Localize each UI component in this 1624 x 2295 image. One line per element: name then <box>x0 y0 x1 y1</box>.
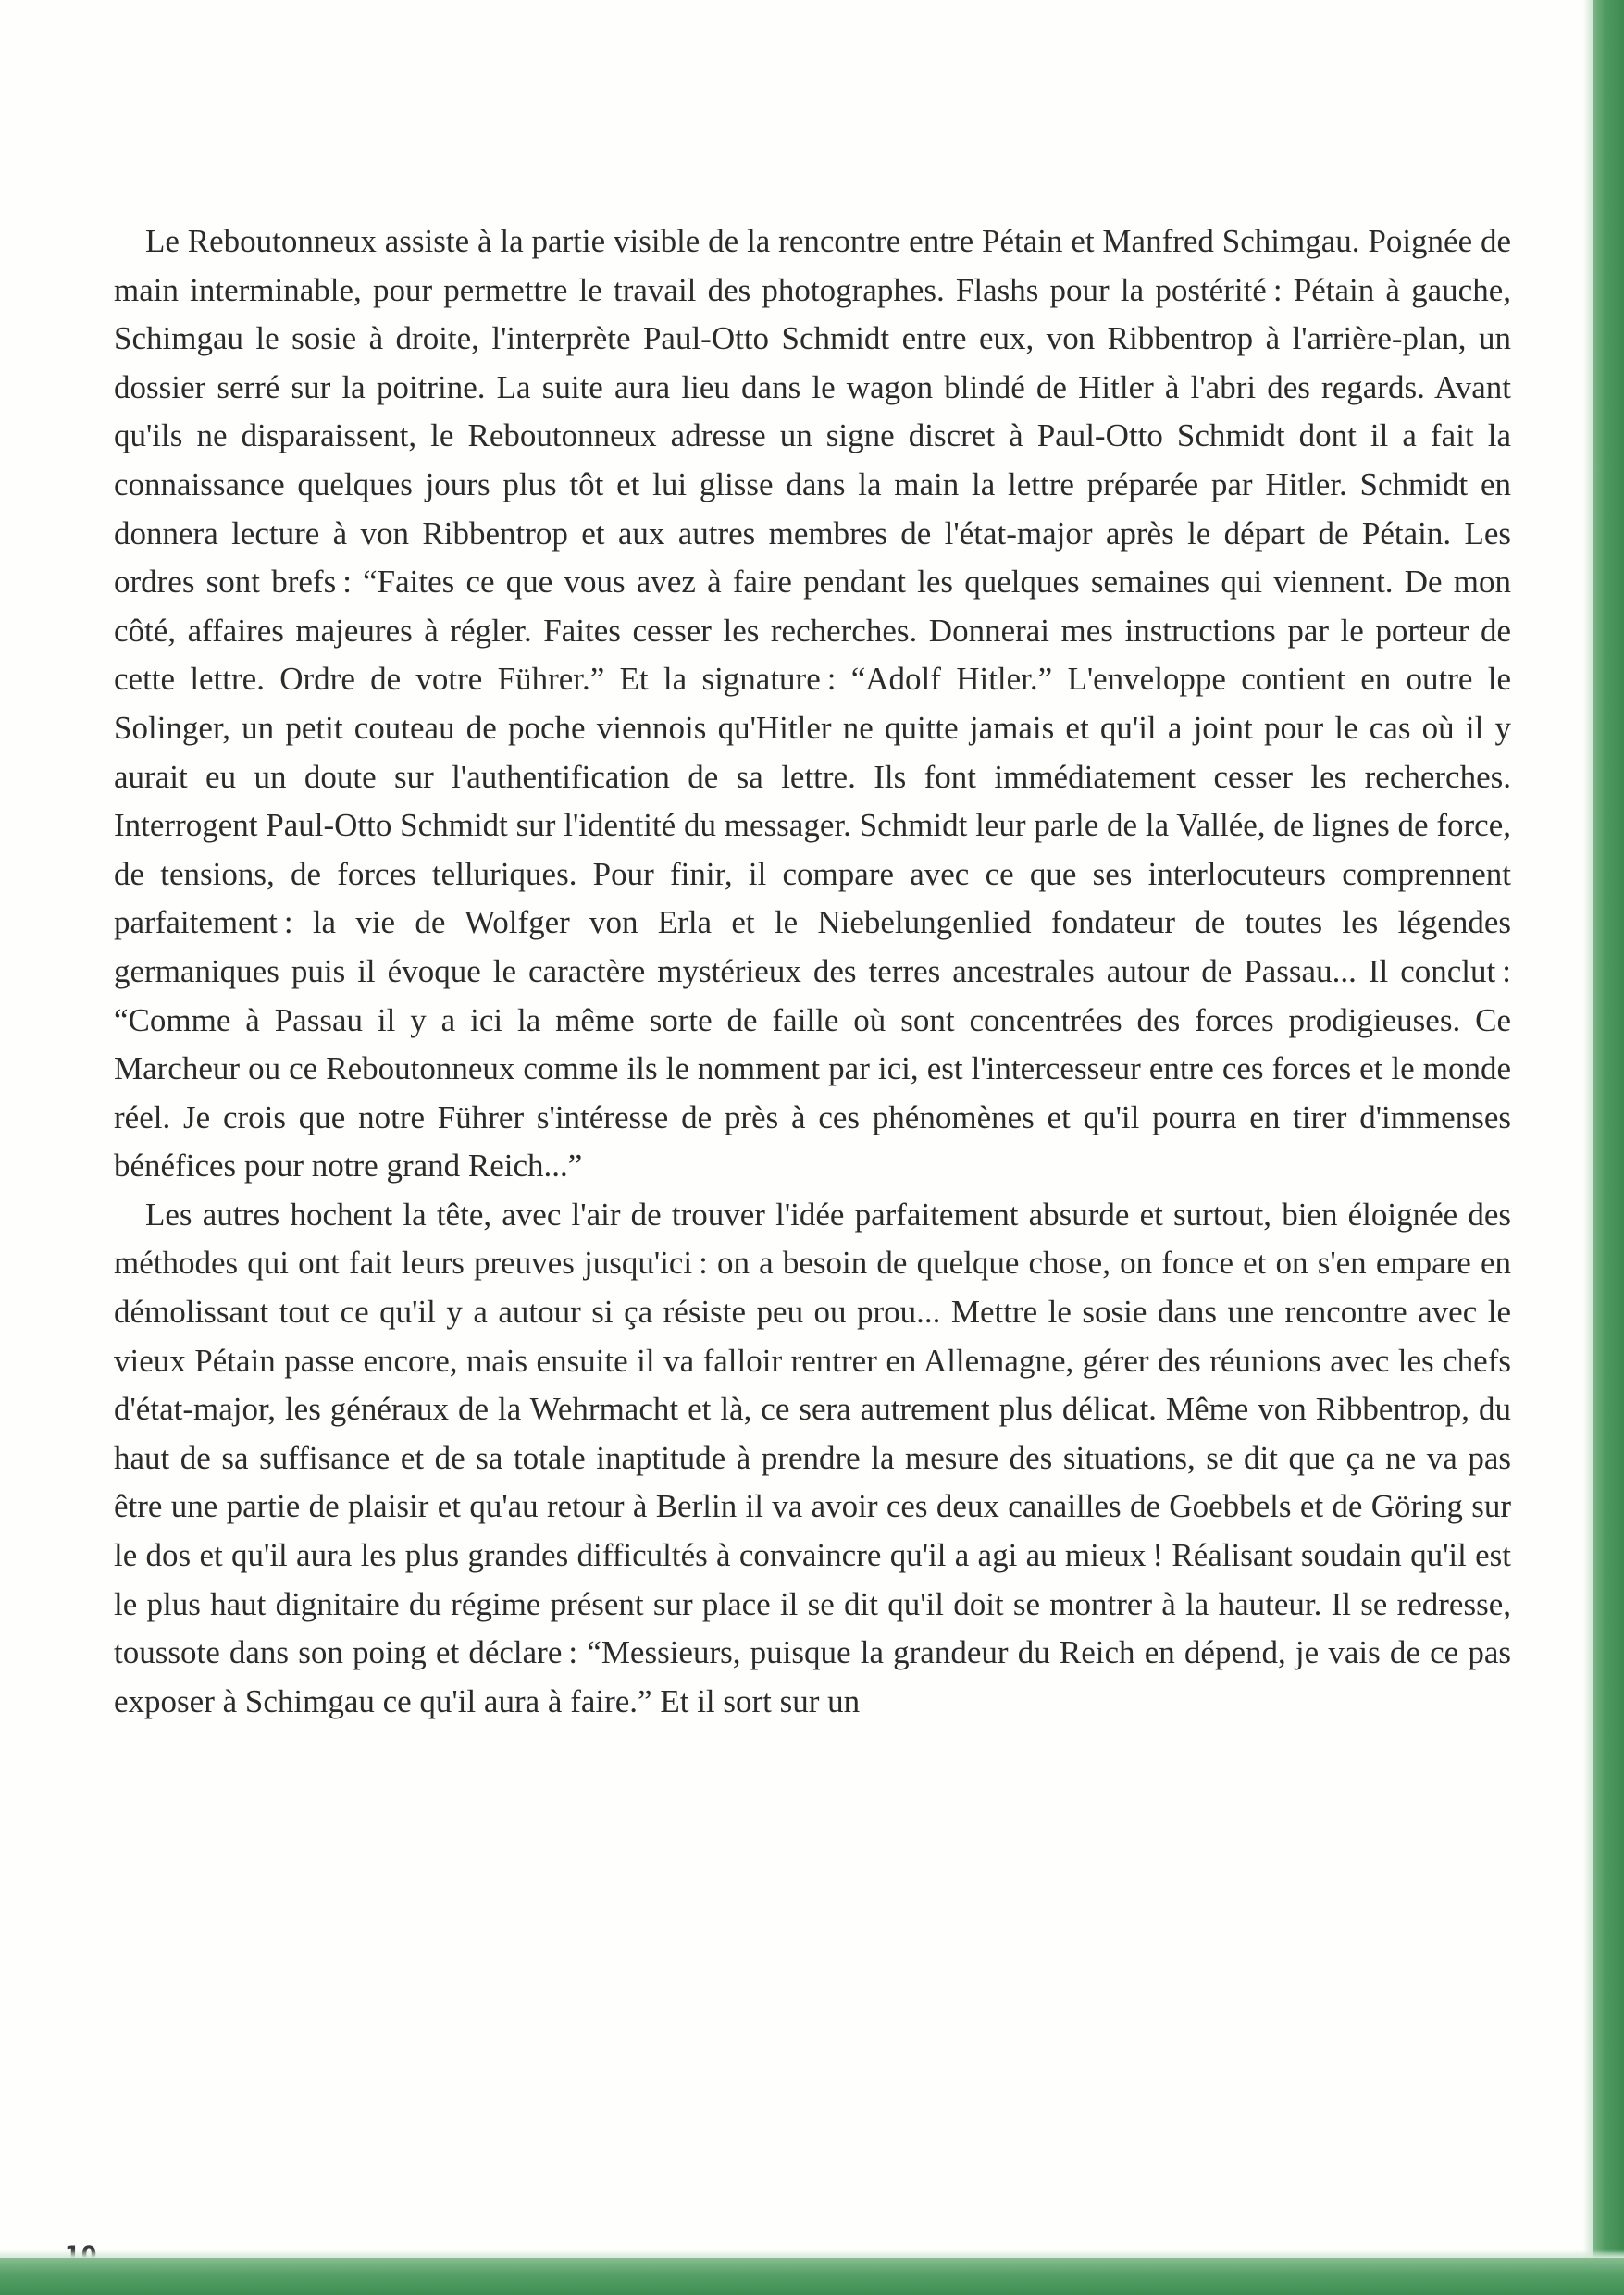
paragraph: Le Reboutonneux assiste à la partie visible de la rencontre entre Pétain et Manfred Schimgau. Poignée de main interminable, pour permettre le travail des photographes. Flashs pour la postérité : Pétain à gauche, Schimgau le sosie à droite, l'interprète Paul-Otto Schmidt entre eux, von Ribbentrop à l'arrière-plan, un dossier serré sur la poitrine. La suite aura lieu dans le wagon blindé de Hitler à l'abri des regards. Avant qu'ils ne disparaissent, le Reboutonneux adresse un signe discret à Paul-Otto Schmidt dont il a fait la connaissance quelques jours plus tôt et lui glisse dans la main la lettre préparée par Hitler. Schmidt en donnera lecture à von Ribbentrop et aux autres membres de l'état-major après le départ de Pétain. Les ordres sont brefs : “Faites ce que vous avez à faire pendant les quelques semaines qui viennent. De mon côté, affaires majeures à régler. Faites cesser les recherches. Donnerai mes instructions par le porteur de cette lettre. Ordre de votre Führer.” Et la signature : “Adolf Hitler.” L'enveloppe contient en outre le Solinger, un petit couteau de poche viennois qu'Hitler ne quitte jamais et qu'il a joint pour le cas où il y aurait eu un doute sur l'authentification de sa lettre. Ils font immédiatement cesser les recherches. Interrogent Paul-Otto Schmidt sur l'identité du messager. Schmidt leur parle de la Vallée, de lignes de force, de tensions, de forces telluriques. Pour finir, il compare avec ce que ses interlocuteurs comprennent parfaitement : la vie de Wolfger von Erla et le Niebelungenlied fondateur de toutes les légendes germaniques puis il évoque le caractère mystérieux des terres ancestrales autour de Passau... Il conclut : “Comme à Passau il y a ici la même sorte de faille où sont concentrées des forces prodigieuses. Ce Marcheur ou ce Reboutonneux comme ils le nomment par ici, est l'intercesseur entre ces forces et le monde réel. Je crois que notre Führer s'intéresse de près à ces phénomènes et qu'il pourra en tirer d'immenses bénéfices pour notre grand Reich...” <box>114 223 1511 1185</box>
page-border-bottom <box>0 2258 1624 2295</box>
page-border-right <box>1593 0 1624 2295</box>
paragraph: Les autres hochent la tête, avec l'air de trouver l'idée parfaitement absurde et surtout, bien éloignée des méthodes qui ont fait leurs preuves jusqu'ici : on a besoin de quelque chose, on fonce et on s'en empare en démolissant tout ce qu'il y a autour si ça résiste peu ou prou... Mettre le sosie dans une rencontre avec le vieux Pétain passe encore, mais ensuite il va falloir rentrer en Allemagne, gérer des réunions avec les chefs d'état-major, les généraux de la Wehrmacht et là, ce sera autrement plus délicat. Même von Ribbentrop, du haut de sa suffisance et de sa totale inaptitude à prendre la mesure des situations, se dit que ça ne va pas être une partie de plaisir et qu'au retour à Berlin il va avoir ces deux canailles de Goebbels et de Göring sur le dos et qu'il aura les plus grandes difficultés à convaincre qu'il a agi au mieux ! Réalisant soudain qu'il est le plus haut dignitaire du régime présent sur place il se dit qu'il doit se montrer à la hauteur. Il se redresse, toussote dans son poing et déclare : “Messieurs, puisque la grandeur du Reich en dépend, je vais de ce pas exposer à Schimgau ce qu'il aura à faire.” Et il sort sur un <box>114 1196 1511 1719</box>
body-text <box>114 217 1511 1726</box>
